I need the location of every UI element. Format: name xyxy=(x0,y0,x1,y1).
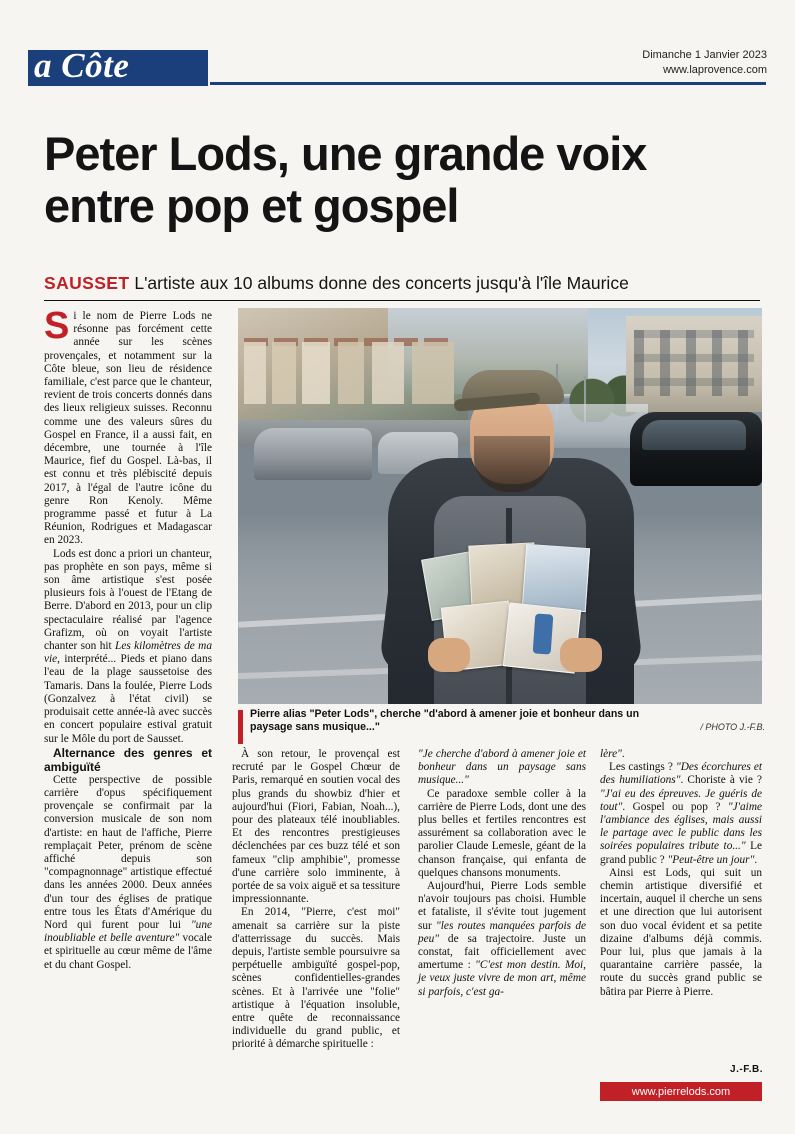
paragraph xyxy=(600,761,762,867)
photo-album-cover xyxy=(522,544,590,612)
masthead xyxy=(0,44,795,90)
section-subhead: Alternance des genres et ambiguïté xyxy=(44,745,212,774)
paragraph xyxy=(600,748,762,761)
kicker-place: SAUSSET xyxy=(44,273,130,293)
photo-album-figure xyxy=(533,613,554,654)
body-column-2 xyxy=(232,748,400,1052)
paragraph: Ce paradoxe semble coller à la carrière de Pierre Lods, dont une des plus belles et fertiles rencontres est assurément sa collaboration avec le parolier Claude Lemesle, géant de la chanson française, qui enfanta de quelques chansons monuments. xyxy=(418,787,586,879)
paragraph-text: . Gospel ou pop ? xyxy=(622,800,728,813)
photo-car-windshield xyxy=(642,420,746,450)
photo-building-windows xyxy=(634,330,754,396)
drop-cap: S xyxy=(44,305,70,347)
paragraph-text: Lods est donc a priori un chanteur, pas prophète en son pays, même si son âme artistique s'est posée plusieurs fois à l'ouest de l'Etang de Berre. D'abord en 2013, pour un clip spectaculaire réalisé par l'agence Grafizm, où on voyait l'artiste chanter son hit xyxy=(44,547,212,653)
issue-date: Dimanche 1 Janvier 2023 xyxy=(642,49,767,61)
paragraph xyxy=(418,748,586,788)
masthead-meta xyxy=(642,48,767,78)
photo-subject-hand-right xyxy=(560,638,602,672)
paragraph: À son retour, le provençal est recruté par le Gospel Chœur de Paris, remarqué en soutien vocal des plus grands du showbiz d'hier et aujourd'hui (Fiori, Fabian, Noah...), pour des plateaux télé inoubliables. Et des rencontres prestigieuses déclenchées par ces buzz télé et son fameux "clip amphibie", promesse d'une carrière solo imminente, à portée de sa voix aiguë et sa tessiture impressionnante. xyxy=(232,748,400,906)
paragraph xyxy=(44,774,212,972)
photo-caption: Pierre alias "Peter Lods", cherche "d'abord à amener joie et bonheur dans un paysage sans musique..." xyxy=(250,708,640,733)
paragraph-text: de sa trajectoire. Juste un constat, fait officiellement avec amertume : xyxy=(418,932,586,972)
kicker-divider xyxy=(44,300,760,301)
body-column-1 xyxy=(44,305,212,972)
paragraph xyxy=(418,880,586,999)
paragraph-emphasis: "C'est mon destin. Moi, je veux juste vivre de mon art, même si parfois, c'est ga- xyxy=(418,959,586,998)
paragraph-text: Les castings ? xyxy=(609,761,676,774)
paragraph-emphasis: "J'aime l'ambiance des églises, mais aussi le partage avec le public dans les soirées populaires tribute to..." xyxy=(600,800,762,853)
paragraph-emphasis: lère" xyxy=(600,748,622,760)
paragraph-text: . Choriste à vie ? xyxy=(680,774,762,787)
author-signature: J.-F.B. xyxy=(730,1064,763,1075)
caption-accent-bar xyxy=(238,710,243,744)
paragraph: Ainsi est Lods, qui suit un chemin artistique diversifié et incertain, auquel il cherche un sens et une direction que lui autorisent son duo vocal évident et sa petite dizaine d'albums déjà commis. Pour lui, plus que jamais à la quarantaine carrière passée, la route du succès grand public se bâtira par Pierre à Pierre. xyxy=(600,866,762,998)
masthead-rule xyxy=(210,82,766,85)
photo-subject-hand-left xyxy=(428,638,470,672)
paragraph-text: . xyxy=(754,853,758,866)
paragraph-emphasis: "Je cherche d'abord à amener joie et bonheur dans un paysage sans musique..." xyxy=(418,748,586,787)
masthead-title: a Côte xyxy=(34,46,130,85)
kicker xyxy=(44,272,760,294)
paragraph-emphasis: "les routes manquées parfois de peu" xyxy=(418,919,586,945)
body-column-4 xyxy=(600,748,762,999)
artist-website-link[interactable]: www.pierrelods.com xyxy=(600,1082,762,1101)
body-column-3 xyxy=(418,748,586,999)
photo-houses xyxy=(244,342,454,404)
paragraph-text: Cette perspective de possible carrière d'opus spécifiquement provençale se confirmait par la conversion musicale de son nom d'artiste: en haut de l'affiche, Pierre remplaçait Peter, prénom de scène affiché depuis son "compagnonnage" artistique effectué dans les années 2000. Deux années d'un tour des églises de pratique entre tous les États d'Amérique du Nord qui furent pour lui xyxy=(44,773,212,931)
paragraph-text: Aujourd'hui, Pierre Lods semble n'avoir toujours pas choisi. Humble et fataliste, il s'évite tout jugement sur xyxy=(418,880,586,932)
paragraph: En 2014, "Pierre, c'est moi" amenait sa carrière sur la piste d'atterrissage du succès. Mais depuis, l'artiste semble poursuivre sa perpétuelle ambiguïté gospel-pop, scènes confidentielles-grandes scènes. Et à l'arrivée une "folie" artistique à l'équation insoluble, entre quête de reconnaissance individuelle du grand public, et priorité à démarche spirituelle : xyxy=(232,906,400,1051)
article-photo xyxy=(238,308,762,704)
photo-credit: / PHOTO J.-F.B. xyxy=(700,722,765,732)
paragraph-emphasis: "une inoubliable et belle aventure" xyxy=(44,918,212,945)
paragraph-text: vocale et spirituelle au cœur même de l'âme et du chant Gospel. xyxy=(44,932,212,971)
paragraph-text: , interprété... Pieds et piano dans l'eau de la plage saussetoise des Tamaris. Dans la foulée, Pierre Lods (Gonzalvez à l'état civil) se produisait cette année-là avec succès en concert populaire estival gratuit sur le Môle du port de Sausset. xyxy=(44,653,212,745)
photo-car-left xyxy=(254,428,372,480)
paragraph-text: i le nom de Pierre Lods ne résonne pas forcément cette année sur les scènes provençales, et notamment sur la Côte bleue, son lieu de résidence familiale, c'est parce que le chanteur, revient de trois concerts donnés dans des lieux religieux suisses. Reconnu comme une des valeurs sûres du Gospel en France, il a aussi fait, en décembre, une tournée à l'île Maurice, fief du Gospel. Là-bas, il est connu et très plébiscité depuis 2017, à l'égal de l'autre icône du genre Ron Kenoly. Même programme passé et futur à La Réunion, Rodrigues et Madagascar en 2023. xyxy=(44,310,212,547)
paragraph-emphasis: Les kilomètres de ma vie xyxy=(44,640,212,666)
paragraph-emphasis: "J'ai eu des épreuves. Je guéris de tout" xyxy=(600,787,762,813)
kicker-text: L'artiste aux 10 albums donne des concerts jusqu'à l'île Maurice xyxy=(134,273,629,293)
paragraph xyxy=(44,305,212,548)
page-title: Peter Lods, une grande voix entre pop et gospel xyxy=(44,127,647,232)
paragraph xyxy=(44,548,212,746)
paragraph-emphasis: "Des écorchures et des humiliations" xyxy=(600,761,762,787)
paragraph-text: . xyxy=(621,748,625,760)
paragraph-text: Le grand public ? xyxy=(600,840,762,866)
photo-canvas xyxy=(238,308,762,704)
website-url[interactable]: www.laprovence.com xyxy=(663,64,767,76)
paragraph-emphasis: "Peut-être un jour" xyxy=(667,853,755,866)
